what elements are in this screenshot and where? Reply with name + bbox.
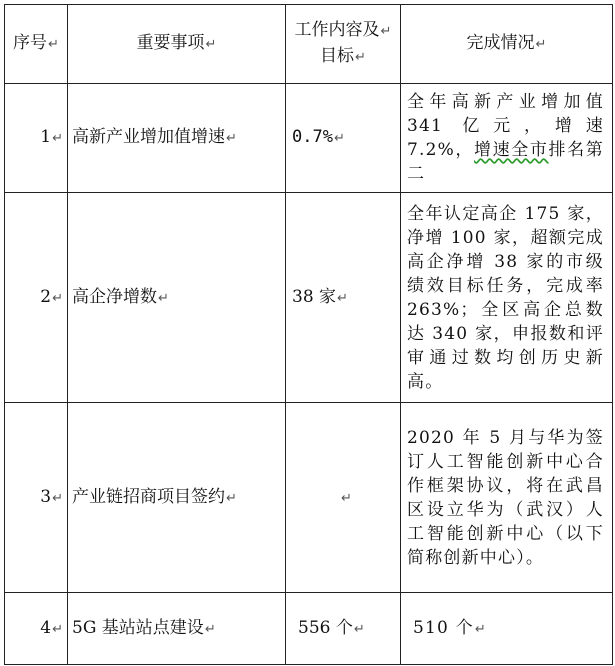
- paragraph-mark-icon: ↵: [226, 131, 237, 146]
- header-status-label: 完成情况: [466, 33, 535, 53]
- seq-number: 4: [40, 617, 52, 638]
- status-text-tail: 排名第二: [407, 140, 604, 184]
- status-text: 全年高新产业增加值341 亿元，增速7.2%，: [407, 92, 604, 160]
- row-2-status: [401, 193, 613, 403]
- row-2-target: [286, 193, 401, 403]
- paragraph-mark-icon: ↵: [205, 37, 217, 52]
- document-table: [4, 4, 613, 665]
- table-row: [5, 193, 613, 403]
- paragraph-mark-icon: ↵: [52, 131, 63, 146]
- row-1-target: [286, 84, 401, 193]
- item-text: 高新产业增加值增速: [72, 127, 225, 147]
- row-4-status: [401, 593, 613, 665]
- header-target-label-line2: 目标: [320, 46, 355, 66]
- paragraph-mark-icon: ↵: [341, 490, 352, 506]
- row-3-status: [401, 403, 613, 593]
- paragraph-mark-icon: ↵: [474, 621, 487, 637]
- status-text: 510 个: [413, 617, 474, 638]
- seq-number: 2: [40, 286, 52, 307]
- row-1-item: [68, 84, 286, 193]
- header-row: [5, 5, 613, 84]
- header-target-label-line1: 工作内容及: [294, 20, 380, 40]
- item-text: 5G 基站站点建设: [72, 617, 204, 638]
- status-text: 全年认定高企 175 家，净增 100 家，超额完成高企净增 38 家的市级绩效目标任务，完成率 263%；全区高企总数达 340 家，申报数和评审通过数均创历史新高。: [407, 203, 604, 392]
- header-item-label: 重要事项: [136, 33, 205, 53]
- item-text: 产业链招商项目签约: [72, 486, 225, 507]
- seq-number: 3: [40, 486, 52, 507]
- row-2-seq: [5, 193, 68, 403]
- row-1-seq: [5, 84, 68, 193]
- paragraph-mark-icon: ↵: [52, 490, 63, 506]
- paragraph-mark-icon: ↵: [52, 290, 63, 306]
- table-row: [5, 403, 613, 593]
- header-cell-item: [68, 5, 286, 84]
- target-text: 38 家: [292, 286, 337, 307]
- row-4-target: [286, 593, 401, 665]
- paragraph-mark-icon: ↵: [333, 131, 345, 146]
- header-cell-seq: [5, 5, 68, 84]
- header-cell-status: [401, 5, 613, 84]
- header-cell-target: [286, 5, 401, 84]
- paragraph-mark-icon: ↵: [48, 37, 59, 52]
- row-3-seq: [5, 403, 68, 593]
- status-text-underlined: 增速全市: [474, 140, 549, 160]
- paragraph-mark-icon: ↵: [353, 621, 365, 637]
- row-4-item: [68, 593, 286, 665]
- header-seq-label: 序号: [13, 33, 48, 53]
- row-3-target: [286, 403, 401, 593]
- row-3-item: [68, 403, 286, 593]
- seq-number: 1: [40, 127, 52, 147]
- paragraph-mark-icon: ↵: [52, 621, 63, 637]
- row-2-item: [68, 193, 286, 403]
- item-text: 高企净增数: [72, 286, 157, 307]
- paragraph-mark-icon: ↵: [535, 37, 547, 52]
- paragraph-mark-icon: ↵: [380, 24, 392, 39]
- table-row: [5, 84, 613, 193]
- target-text: 556 个: [298, 617, 353, 638]
- paragraph-mark-icon: ↵: [204, 621, 216, 637]
- table-row: [5, 593, 613, 665]
- paragraph-mark-icon: ↵: [337, 290, 348, 306]
- target-text: 0.7%: [292, 127, 333, 147]
- paragraph-mark-icon: ↵: [355, 50, 366, 65]
- row-4-seq: [5, 593, 68, 665]
- row-1-status: [401, 84, 613, 193]
- status-text: 2020 年 5 月与华为签订人工智能创新中心合作框架协议，将在武昌区设立华为（武汉）人工智能创新中心（以下简称创新中心）。: [407, 427, 604, 568]
- paragraph-mark-icon: ↵: [158, 290, 169, 306]
- paragraph-mark-icon: ↵: [226, 490, 237, 506]
